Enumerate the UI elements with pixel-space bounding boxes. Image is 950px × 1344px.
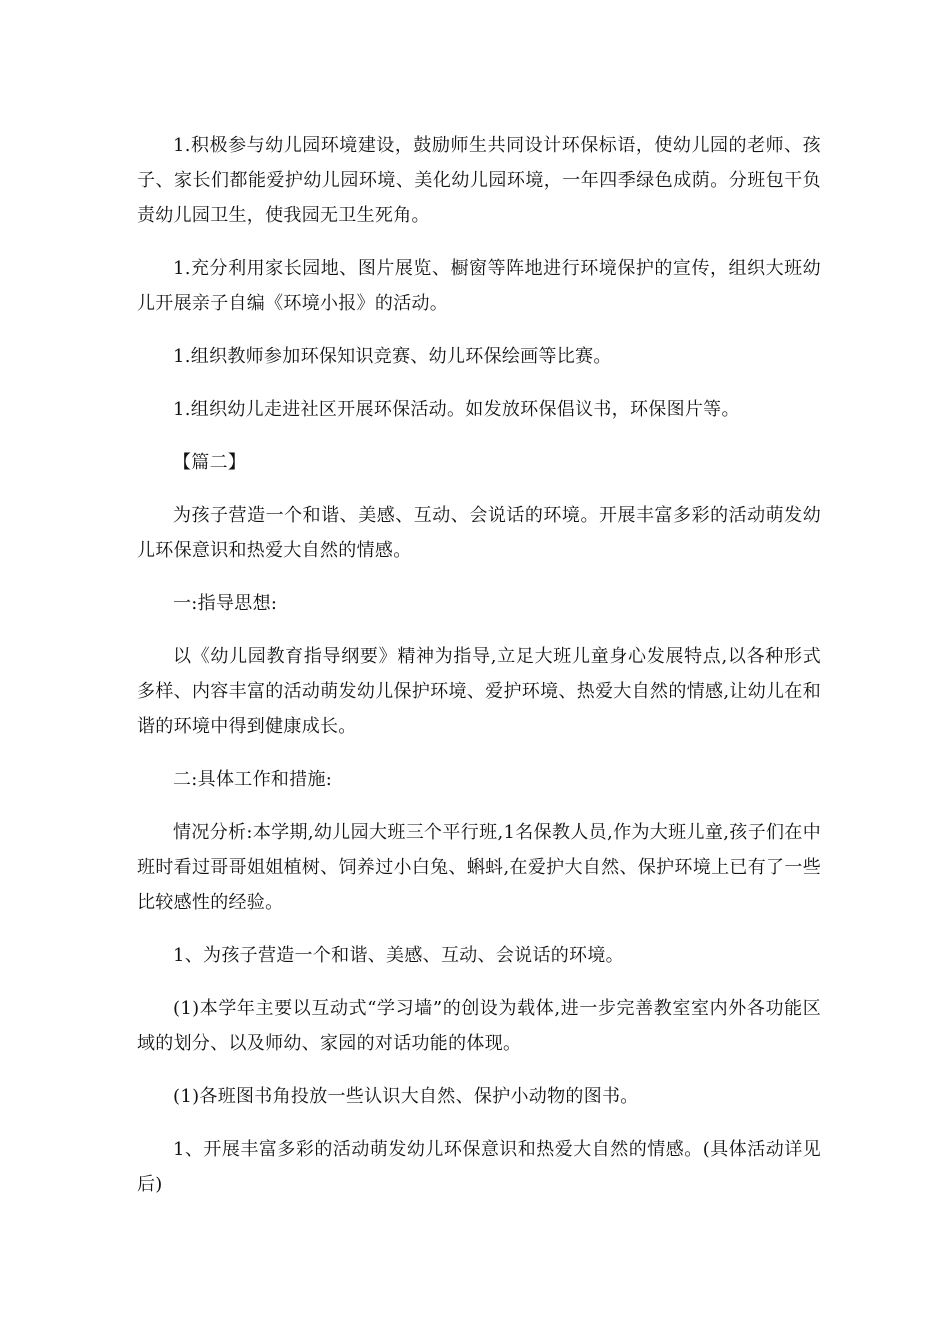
paragraph-book-corner: (1)各班图书角投放一些认识大自然、保护小动物的图书。: [173, 1086, 639, 1107]
paragraph-learning-wall: (1)本学年主要以互动式“学习墙”的创设为载体,进一步完善教室室内外各功能区域的划分、以及师幼、家园的对话功能的体现。: [137, 998, 821, 1054]
paragraph-item-environment: 1、为孩子营造一个和谐、美感、互动、会说话的环境。: [173, 945, 624, 966]
heading-work-measures: 二:具体工作和措施:: [173, 769, 333, 790]
section-heading-part-two: 【篇二】: [173, 452, 247, 473]
paragraph-community-activity: 1.组织幼儿走进社区开展环保活动。如发放环保倡议书，环保图片等。: [173, 399, 740, 420]
paragraph-item-activities: 1、开展丰富多彩的活动萌发幼儿环保意识和热爱大自然的情感。(具体活动详见后): [137, 1139, 821, 1195]
paragraph-goal: 为孩子营造一个和谐、美感、互动、会说话的环境。开展丰富多彩的活动萌发幼儿环保意识和热爱大自然的情感。: [137, 505, 821, 561]
paragraph-situation-analysis: 情况分析:本学期,幼儿园大班三个平行班,1名保教人员,作为大班儿童,孩子们在中班时看过哥哥姐姐植树、饲养过小白兔、蝌蚪,在爱护大自然、保护环境上已有了一些比较感性的经验。: [137, 822, 821, 913]
document-body: [137, 128, 821, 1220]
paragraph-guiding-ideology: 以《幼儿园教育指导纲要》精神为指导,立足大班儿童身心发展特点,以各种形式多样、内容丰富的活动萌发幼儿保护环境、爱护环境、热爱大自然的情感,让幼儿在和谐的环境中得到健康成长。: [137, 646, 821, 737]
paragraph-teacher-competition: 1.组织教师参加环保知识竞赛、幼儿环保绘画等比赛。: [173, 346, 612, 367]
paragraph-campus-environment: 1.积极参与幼儿园环境建设，鼓励师生共同设计环保标语，使幼儿园的老师、孩子、家长们都能爱护幼儿园环境、美化幼儿园环境，一年四季绿色成荫。分班包干负责幼儿园卫生，使我园无卫生死角。: [137, 135, 821, 226]
heading-guiding-ideology: 一:指导思想:: [173, 593, 278, 614]
paragraph-publicity: 1.充分利用家长园地、图片展览、橱窗等阵地进行环境保护的宣传，组织大班幼儿开展亲子自编《环境小报》的活动。: [137, 258, 821, 314]
